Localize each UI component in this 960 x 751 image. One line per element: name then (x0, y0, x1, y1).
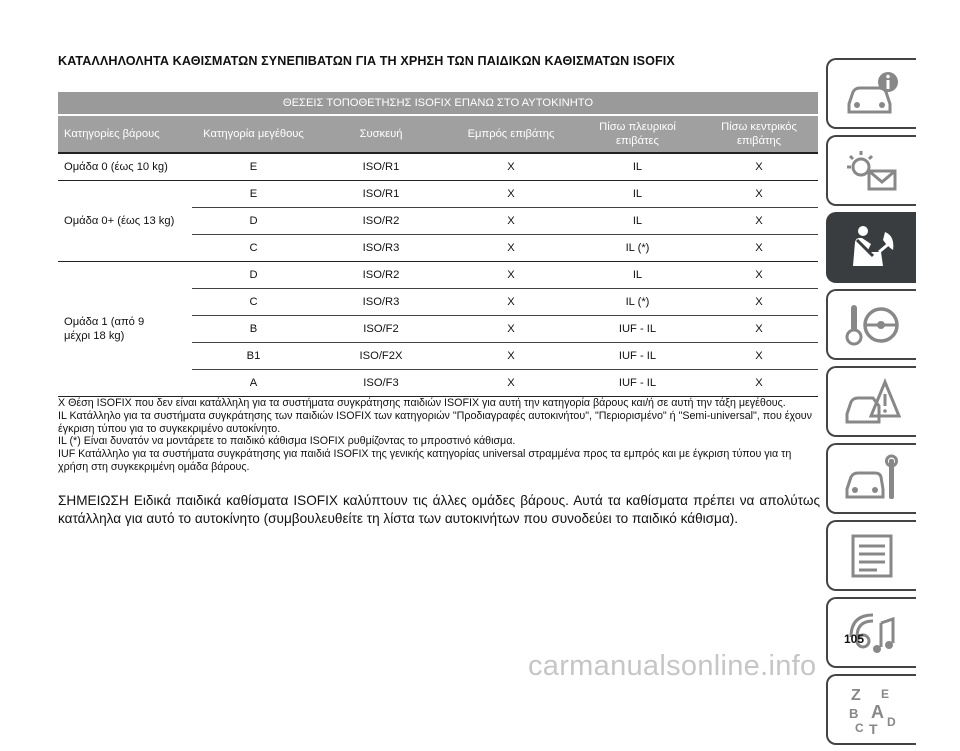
car-warning-icon (843, 376, 901, 428)
table-cell: IL (575, 153, 700, 181)
table-cell: ISO/F2 (315, 316, 447, 343)
table-cell: ISO/F3 (315, 370, 447, 397)
table-cell: ISO/R3 (315, 289, 447, 316)
table-cell: IUF - IL (575, 370, 700, 397)
table-notes (58, 397, 818, 474)
table-cell: IUF - IL (575, 316, 700, 343)
table-cell: IL (*) (575, 289, 700, 316)
table-cell: X (447, 316, 575, 343)
table-cell: B (192, 316, 315, 343)
index-letter-b: B (849, 705, 859, 721)
table-cell: E (192, 153, 315, 181)
table-cell: X (447, 289, 575, 316)
note-il: IL Κατάλληλο για τα συστήματα συγκράτησης των παιδιών ISOFIX των κατηγοριών "Προδιαγραφές αυτοκινήτου", "Περιορισμένο" ή "Semi-universal", που έχουν έγκριση τύπου για το συγκεκριμένο αυτοκίνητο. (58, 409, 812, 435)
table-cell: X (700, 316, 818, 343)
column-header-fixture: Συσκευή (315, 115, 447, 153)
weight-group-text: Ομάδα 0+ (έως 13 kg) (64, 215, 175, 227)
alphabetical-index-icon (843, 684, 901, 736)
tab-car-specs[interactable] (826, 520, 916, 591)
weight-group-label (58, 262, 192, 397)
table-cell: IL (575, 208, 700, 235)
tab-alphabetical-index[interactable] (826, 674, 916, 745)
table-cell: IL (575, 262, 700, 289)
table-cell: ISO/R1 (315, 181, 447, 208)
column-header-weight: Κατηγορίες βάρους (58, 115, 192, 153)
table-cell: X (700, 370, 818, 397)
tab-steering-key[interactable] (826, 289, 916, 360)
table-row (58, 262, 818, 289)
page-title: ΚΑΤΑΛΛΗΛΟΛΗΤΑ ΚΑΘΙΣΜΑΤΩΝ ΣΥΝΕΠΙΒΑΤΩΝ ΓΙΑ ΤΗ ΧΡΗΣΗ ΤΩΝ ΠΑΙΔΙΚΩΝ ΚΑΘΙΣΜΑΤΩΝ ISOFIX (58, 54, 675, 68)
table-cell: X (700, 181, 818, 208)
table-cell: X (700, 235, 818, 262)
tab-seat-airbag[interactable] (826, 212, 916, 283)
table-cell: B1 (192, 343, 315, 370)
table-cell: ISO/R1 (315, 153, 447, 181)
table-cell: E (192, 181, 315, 208)
seat-airbag-icon (843, 222, 901, 274)
table-cell: IUF - IL (575, 343, 700, 370)
steering-key-icon (843, 299, 901, 351)
table-cell: ISO/R2 (315, 262, 447, 289)
table-cell: X (700, 262, 818, 289)
table-cell: D (192, 262, 315, 289)
note-iuf: IUF Κατάλληλο για τα συστήματα συγκράτησης για παιδιά ISOFIX της γενικής κατηγορίας universal στραμμένα προς τα εμπρός και με έγκριση τύπου για τη χρήση στη συγκεκριμένη ομάδα βάρους. (58, 448, 792, 473)
note-il-star: IL (*) Είναι δυνατόν να μοντάρετε το παιδικό κάθισμα ISOFIX ρυθμίζοντας το μπροστινό κάθισμα. (58, 435, 516, 448)
watermark: carmanualsonline.info (528, 650, 817, 682)
table-cell: X (447, 181, 575, 208)
note-x: X Θέση ISOFIX που δεν είναι κατάλληλη για τα συστήματα συγκράτησης παιδιών ISOFIX για αυτή την κατηγορία βάρους και/ή σε αυτή την τάξη μεγέθους. (58, 397, 786, 409)
tab-car-service[interactable] (826, 443, 916, 514)
weight-group-label: Ομάδα 0 (έως 10 kg) (58, 153, 192, 181)
table-row (58, 181, 818, 208)
table-cell: X (700, 289, 818, 316)
weight-group-label (58, 181, 192, 262)
chapter-tabs (826, 58, 921, 751)
table-cell: D (192, 208, 315, 235)
table-cell: X (447, 370, 575, 397)
table-cell: C (192, 235, 315, 262)
index-letter-e: E (881, 686, 890, 701)
index-letter-t: T (869, 720, 878, 736)
tab-dashboard-lights[interactable] (826, 135, 916, 206)
table-main-header: ΘΕΣΕΙΣ ΤΟΠΟΘΕΤΗΣΗΣ ISOFIX ΕΠΑΝΩ ΣΤΟ ΑΥΤΟΚΙΝΗΤΟ (58, 92, 818, 115)
car-info-icon (843, 68, 901, 120)
table-cell: X (447, 343, 575, 370)
tab-car-warning[interactable] (826, 366, 916, 437)
column-header-size: Κατηγορία μεγέθους (192, 115, 315, 153)
note-paragraph: ΣΗΜΕΙΩΣΗ Ειδικά παιδικά καθίσματα ISOFIX καλύπτουν τις άλλες ομάδες βάρους. Αυτά τα καθίσματα πρέπει να απολύτως κατάλληλα για αυτό το αυτοκίνητο (συμβουλευθείτε τη λίστα των αυτοκινήτων που συνοδεύει το παιδικό κάθισμα). (58, 493, 820, 526)
table-cell: IL (*) (575, 235, 700, 262)
car-specs-icon (843, 530, 901, 582)
table-cell: C (192, 289, 315, 316)
table-cell: IL (575, 181, 700, 208)
dashboard-lights-icon (843, 145, 901, 197)
column-header-rear-center: Πίσω κεντρικός επιβάτης (700, 115, 818, 153)
tab-multimedia[interactable] (826, 597, 916, 668)
weight-group-text: Ομάδα 1 (από 9 μέχρι 18 kg) (64, 316, 145, 342)
table-cell: ISO/R3 (315, 235, 447, 262)
table-row (58, 153, 818, 181)
index-letter-z: Z (851, 686, 861, 704)
index-letter-c: C (855, 720, 864, 735)
isofix-table (58, 92, 818, 397)
table-cell: X (447, 235, 575, 262)
column-header-rear-side: Πίσω πλευρικοί επιβάτες (575, 115, 700, 153)
table-cell: X (700, 153, 818, 181)
table-cell: X (700, 208, 818, 235)
page-number: 105 (844, 632, 865, 646)
table-cell: X (447, 262, 575, 289)
table-cell: ISO/F2X (315, 343, 447, 370)
car-service-icon (843, 453, 901, 505)
table-cell: X (447, 153, 575, 181)
index-letter-a: A (871, 701, 884, 722)
index-letter-d: D (887, 714, 896, 729)
table-cell: X (447, 208, 575, 235)
table-cell: A (192, 370, 315, 397)
table-cell: ISO/R2 (315, 208, 447, 235)
table-cell: X (700, 343, 818, 370)
column-header-front: Εμπρός επιβάτης (447, 115, 575, 153)
tab-car-info[interactable] (826, 58, 916, 129)
